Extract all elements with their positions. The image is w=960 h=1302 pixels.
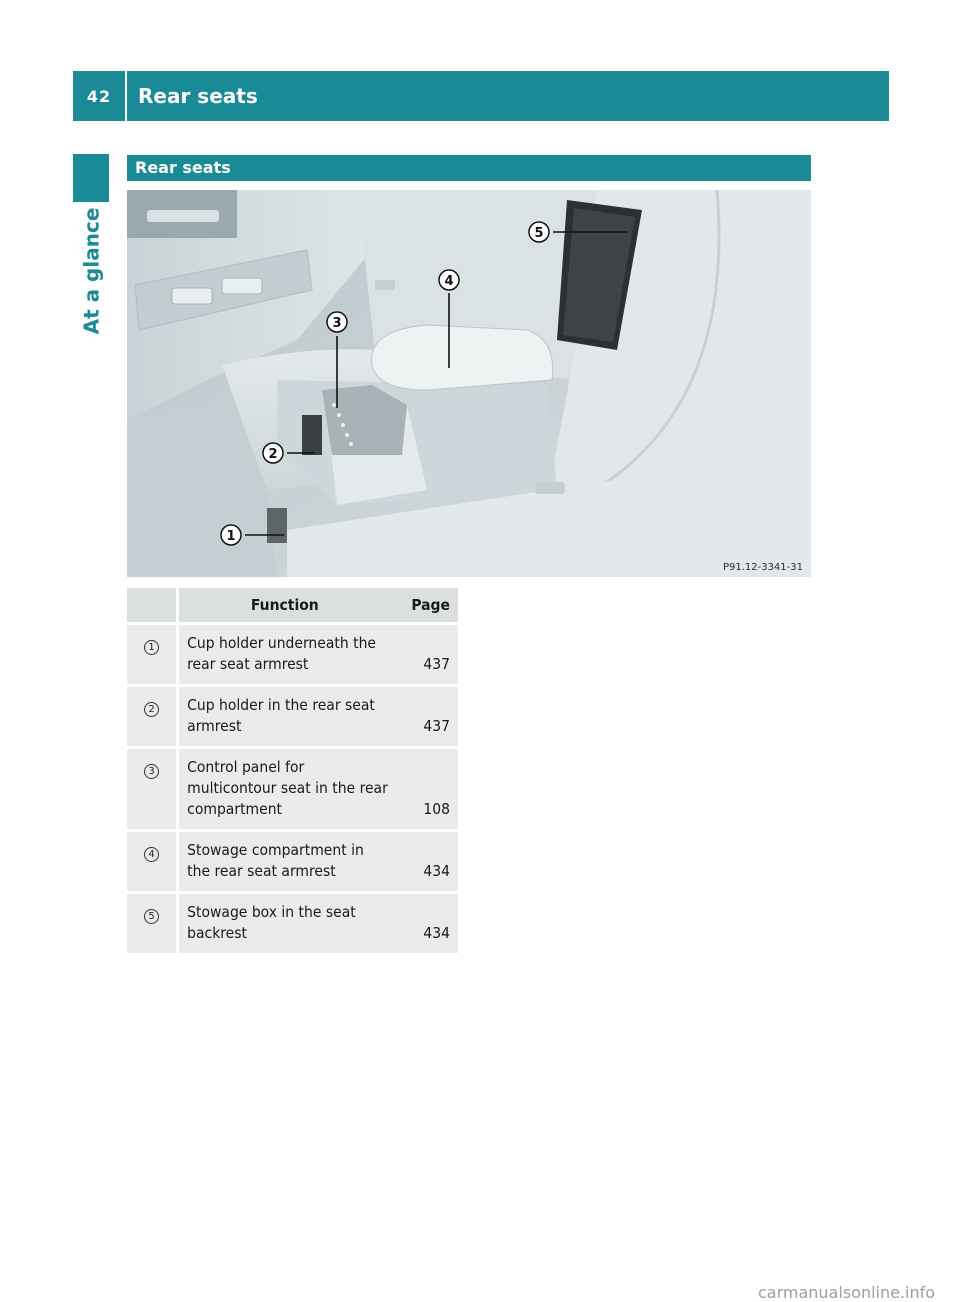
- page-header: [73, 71, 889, 121]
- page-title: Rear seats: [138, 84, 258, 108]
- armrest-pad: [372, 325, 553, 390]
- callout-4: 4: [444, 274, 454, 289]
- row-number: 2: [144, 702, 159, 717]
- row-number-cell: [127, 687, 179, 746]
- cup-holder-armrest: [302, 415, 322, 455]
- callout-2: 2: [268, 447, 278, 462]
- table-row: [127, 894, 458, 953]
- watermark: carmanualsonline.info: [758, 1283, 936, 1302]
- door-lock-switch: [222, 278, 262, 294]
- callout-5: 5: [534, 226, 544, 241]
- row-number: 1: [144, 640, 159, 655]
- image-code: P91.12-3341-31: [722, 562, 803, 573]
- row-function: Cup holder in the rear seat armrest: [179, 687, 390, 746]
- row-number-cell: [127, 832, 179, 891]
- callout-1: 1: [226, 529, 236, 544]
- table-row: [127, 625, 458, 684]
- function-table: [127, 585, 458, 956]
- row-page: 437: [391, 687, 459, 746]
- row-number: 5: [144, 909, 159, 924]
- door-switch-strip: [147, 210, 219, 222]
- side-chapter-text: At a glance: [79, 207, 104, 335]
- row-page: 434: [391, 832, 459, 891]
- row-page: 108: [391, 749, 459, 829]
- row-number: 4: [144, 847, 159, 862]
- table-header-num: [127, 588, 179, 622]
- row-number: 3: [144, 764, 159, 779]
- table-header-row: [127, 588, 458, 622]
- row-page: 437: [391, 625, 459, 684]
- table-row: [127, 832, 458, 891]
- table-header-function: Function: [179, 588, 390, 622]
- section-heading: Rear seats: [127, 155, 811, 181]
- table-header-page: Page: [391, 588, 459, 622]
- cup-holder-underneath: [267, 508, 287, 543]
- row-number-cell: [127, 749, 179, 829]
- side-chapter-label: [74, 206, 108, 336]
- row-function: Stowage compartment in the rear seat armrest: [179, 832, 390, 891]
- callout-3: 3: [332, 316, 342, 331]
- door-window-switch: [172, 288, 212, 304]
- row-number-cell: [127, 894, 179, 953]
- row-number-cell: [127, 625, 179, 684]
- table-row: [127, 749, 458, 829]
- side-tab: [73, 154, 109, 202]
- belt-buckle-right: [535, 482, 565, 494]
- row-function: Control panel for multicontour seat in the rear compartment: [179, 749, 390, 829]
- row-page: 434: [391, 894, 459, 953]
- table-row: [127, 687, 458, 746]
- belt-buckle-left: [375, 280, 395, 290]
- row-function: Cup holder underneath the rear seat armrest: [179, 625, 390, 684]
- header-divider: [125, 71, 127, 121]
- rear-seats-photo: [127, 190, 811, 577]
- row-function: Stowage box in the seat backrest: [179, 894, 390, 953]
- page-number: 42: [86, 86, 112, 106]
